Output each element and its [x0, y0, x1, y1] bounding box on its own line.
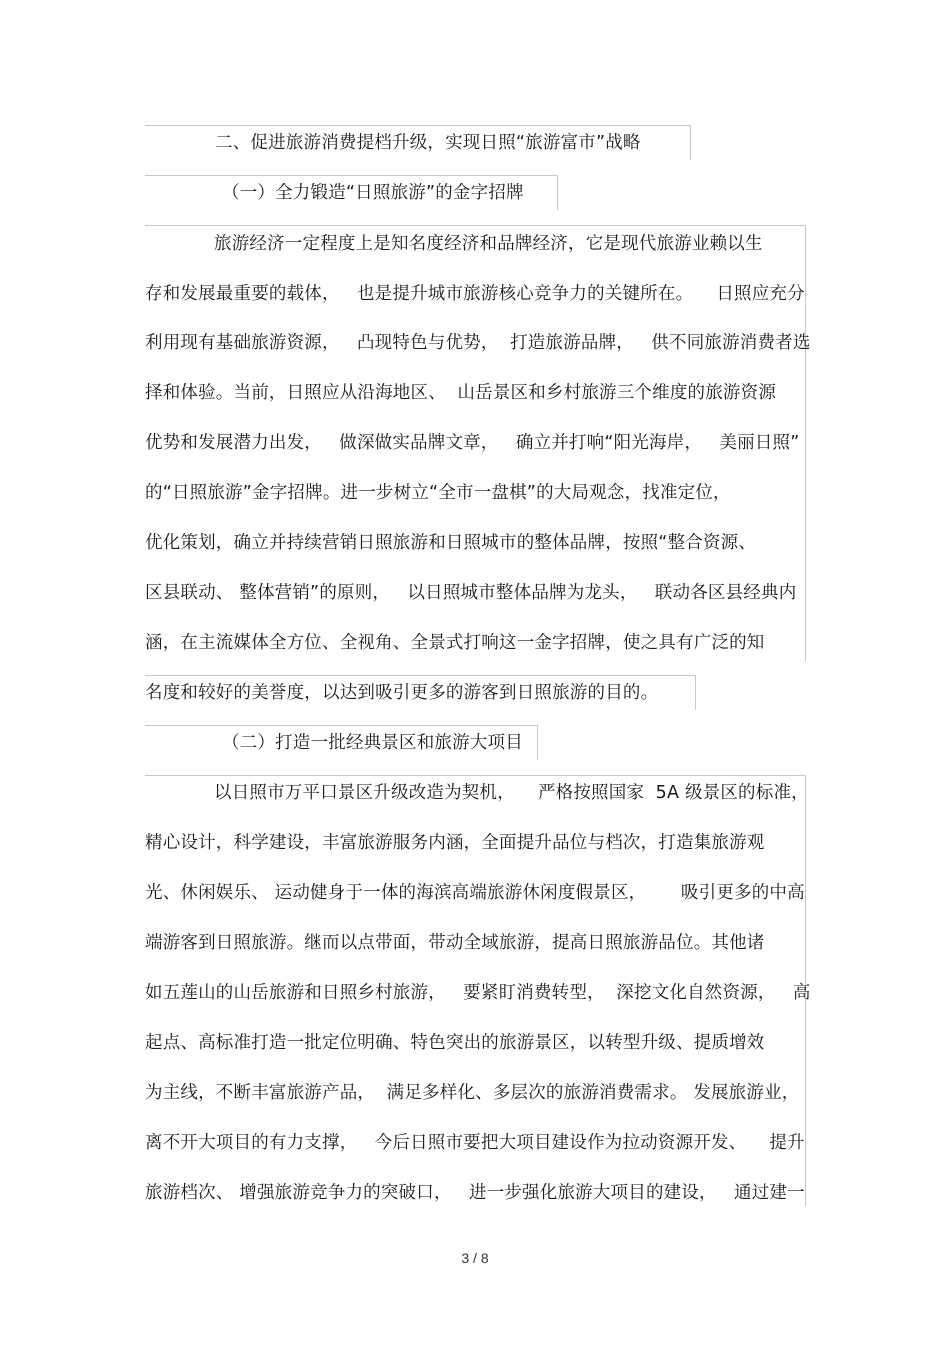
para2-line: 旅游档次、 增强旅游竞争力的突破口， 进一步强化旅游大项目的建设， 通过建一: [145, 1183, 805, 1203]
page-number: 3 / 8: [461, 1250, 489, 1266]
para1-line: 优化策划，确立并持续营销日照旅游和日照城市的整体品牌，按照“整合资源、: [145, 533, 757, 553]
para2-line: 端游客到日照旅游。继而以点带面，带动全域旅游，提高日照旅游品位。其他诸: [145, 933, 765, 953]
para2-line: 以日照市万平口景区升级改造为契机， 严格按照国家 5A 级景区的标准，: [214, 783, 809, 803]
para2-line: 光、休闲娱乐、 运动健身于一体的海滨高端旅游休闲度假景区， 吸引更多的中高: [145, 883, 805, 903]
para2-line: 精心设计，科学建设，丰富旅游服务内涵，全面提升品位与档次，打造集旅游观: [145, 833, 765, 853]
para1-line: 名度和较好的美誉度，以达到吸引更多的游客到日照旅游的目的。: [145, 683, 659, 703]
para1-line: 涵，在主流媒体全方位、全视角、全景式打响这一金字招牌，使之具有广泛的知: [145, 633, 765, 653]
para1-line: 区县联动、 整体营销”的原则， 以日照城市整体品牌为龙头， 联动各区县经典内: [145, 583, 797, 603]
para2-line: 离不开大项目的有力支撑， 今后日照市要把大项目建设作为拉动资源开发、 提升: [145, 1133, 805, 1153]
para1-line: 优势和发展潜力出发， 做深做实品牌文章， 确立并打响“阳光海岸， 美丽日照”: [145, 433, 800, 453]
subheading-1: （一）全力锻造“日照旅游”的金字招牌: [222, 183, 524, 203]
section-heading: 二、促进旅游消费提档升级，实现日照“旅游富市”战略: [215, 133, 641, 153]
para1-line: 的“日照旅游”金字招牌。进一步树立“全市一盘棋”的大局观念，找准定位，: [145, 483, 731, 503]
para1-line: 利用现有基础旅游资源， 凸现特色与优势， 打造旅游品牌， 供不同旅游消费者选: [145, 333, 811, 353]
para2-line: 起点、高标准打造一批定位明确、特色突出的旅游景区，以转型升级、提质增效: [145, 1033, 765, 1053]
para2-line: 如五莲山的山岳旅游和日照乡村旅游， 要紧盯消费转型， 深挖文化自然资源， 高: [145, 983, 811, 1003]
subheading-2: （二）打造一批经典景区和旅游大项目: [222, 733, 523, 753]
para1-line: 旅游经济一定程度上是知名度经济和品牌经济，它是现代旅游业赖以生: [214, 234, 763, 254]
para2-line: 为主线，不断丰富旅游产品， 满足多样化、多层次的旅游消费需求。 发展旅游业，: [145, 1083, 800, 1103]
para1-line: 存和发展最重要的载体， 也是提升城市旅游核心竞争力的关键所在。 日照应充分: [145, 284, 805, 304]
para1-line: 择和体验。当前，日照应从沿海地区、 山岳景区和乡村旅游三个维度的旅游资源: [145, 383, 777, 403]
